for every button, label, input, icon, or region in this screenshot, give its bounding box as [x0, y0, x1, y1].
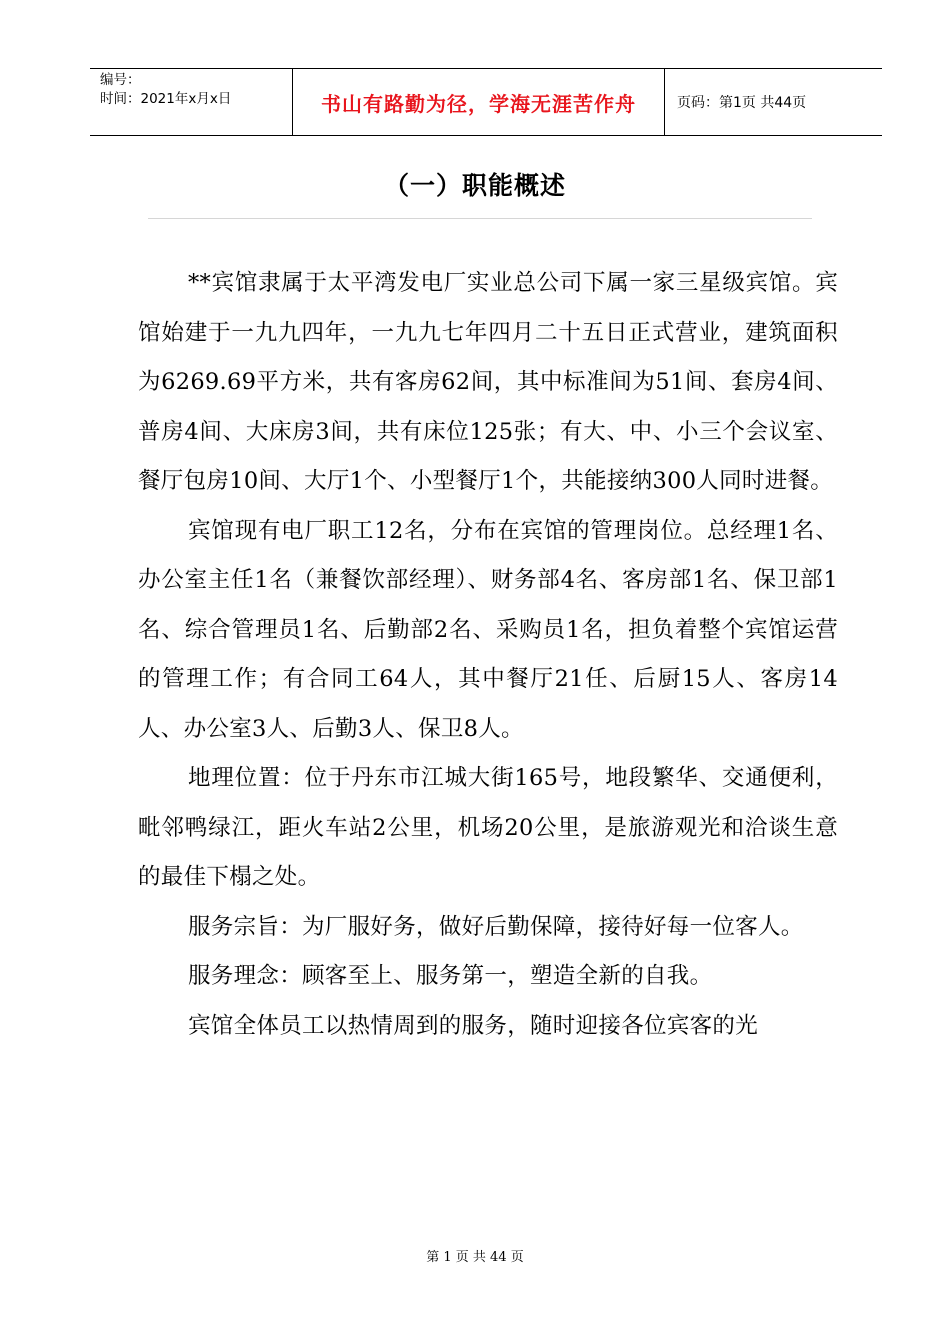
paragraph-staff: 宾馆现有电厂职工12名，分布在宾馆的管理岗位。总经理1名、办公室主任1名（兼餐饮部经理）、财务部4名、客房部1名、保卫部1名、综合管理员1名、后勤部2名、采购员1名，担负着整个宾馆运营的管理工作；有合同工64人，其中餐厅21任、后厨15人、客房14人、办公室3人、后勤3人、保卫8人。	[138, 517, 838, 742]
header-time-label: 时间：2021年x月x日	[100, 91, 232, 107]
document-body	[138, 259, 838, 1051]
paragraph-overview: **宾馆隶属于太平湾发电厂实业总公司下属一家三星级宾馆。宾馆始建于一九九四年，一九九七年四月二十五日正式营业，建筑面积为6269.69平方米，共有客房62间，其中标准间为51间、套房4间、普房4间、大床房3间，共有床位125张；有大、中、小三个会议室、餐厅包房10间、大厅1个、小型餐厅1个，共能接纳300人同时进餐。	[138, 270, 838, 494]
header-number-label: 编号：	[100, 72, 141, 88]
header-page-info: 页码：第1页 共44页	[677, 95, 807, 111]
header-meta	[90, 69, 293, 135]
title-divider	[148, 218, 812, 219]
paragraph-service-purpose: 服务宗旨：为厂服好务，做好后勤保障，接待好每一位客人。	[188, 913, 804, 940]
document-title: （一）职能概述	[383, 171, 566, 200]
paragraph-closing: 宾馆全体员工以热情周到的服务，随时迎接各位宾客的光	[188, 1012, 759, 1039]
paragraph-service-philosophy: 服务理念：顾客至上、服务第一，塑造全新的自我。	[188, 963, 713, 989]
header-motto: 书山有路勤为径，学海无涯苦作舟	[293, 69, 665, 135]
document-header	[90, 68, 882, 136]
page-footer: 第 1 页 共 44 页	[426, 1250, 524, 1265]
paragraph-location: 地理位置：位于丹东市江城大街165号，地段繁华、交通便利，毗邻鸭绿江，距火车站2公里，机场20公里，是旅游观光和洽谈生意的最佳下榻之处。	[138, 765, 838, 890]
